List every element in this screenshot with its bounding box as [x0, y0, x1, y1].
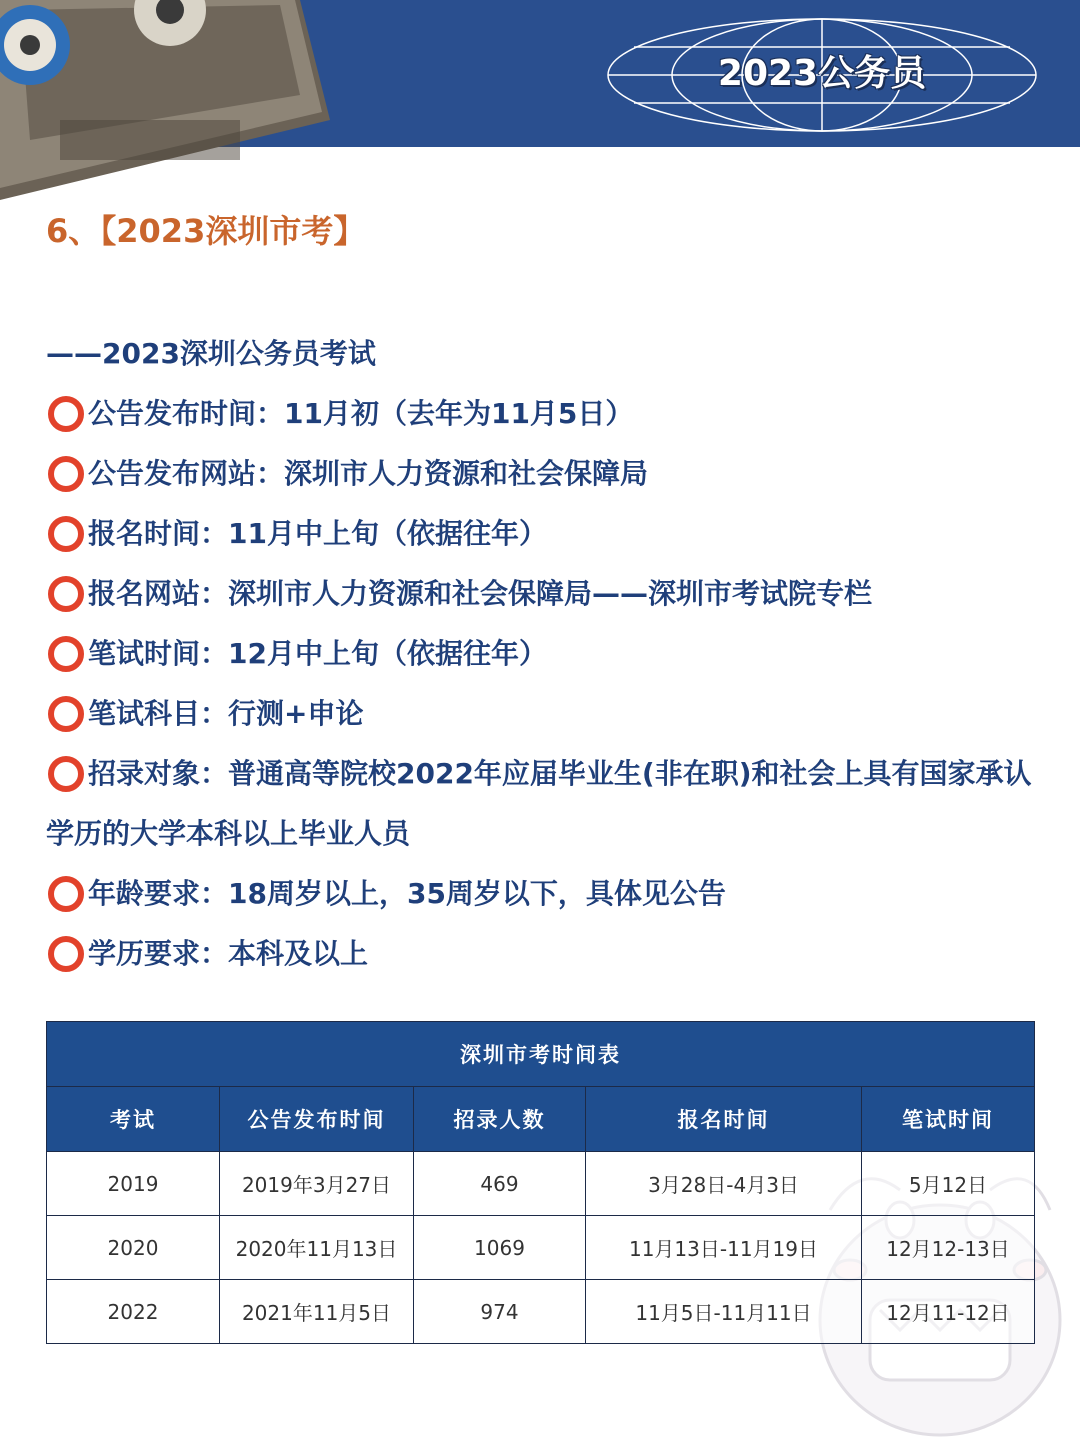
column-header-registration-period: 报名时间: [586, 1087, 862, 1152]
table-title: 深圳市考时间表: [47, 1022, 1035, 1087]
table-row: [47, 1152, 1035, 1216]
table-cell: 2020: [47, 1216, 220, 1280]
table-cell: 2019: [47, 1152, 220, 1216]
red-ring-icon: [48, 876, 84, 912]
info-age-requirement: 年龄要求：18周岁以上，35周岁以下，具体见公告: [88, 877, 726, 910]
red-ring-icon: [48, 396, 84, 432]
table-cell: 3月28日-4月3日: [586, 1152, 862, 1216]
table-cell: 974: [414, 1280, 586, 1344]
table-cell: 2020年11月13日: [220, 1216, 414, 1280]
list-item: [46, 384, 1046, 444]
table-row: [47, 1280, 1035, 1344]
table-cell: 12月11-12日: [862, 1280, 1035, 1344]
red-ring-icon: [48, 936, 84, 972]
table-cell: 1069: [414, 1216, 586, 1280]
info-registration-time: 报名时间：11月中上旬（依据往年）: [88, 517, 547, 550]
list-item: [46, 444, 1046, 504]
info-written-exam-time: 笔试时间：12月中上旬（依据往年）: [88, 637, 547, 670]
column-header-exam: 考试: [47, 1087, 220, 1152]
list-item: [46, 624, 1046, 684]
red-ring-icon: [48, 756, 84, 792]
schedule-table: [46, 1021, 1035, 1344]
column-header-announcement-date: 公告发布时间: [220, 1087, 414, 1152]
info-recruitment-target: 招录对象：普通高等院校2022年应届毕业生(非在职)和社会上具有国家承认学历的大学本科以上毕业人员: [46, 757, 1032, 850]
table-cell: 2022: [47, 1280, 220, 1344]
table-cell: 12月12-13日: [862, 1216, 1035, 1280]
column-header-exam-date: 笔试时间: [862, 1087, 1035, 1152]
table-cell: 5月12日: [862, 1152, 1035, 1216]
table-cell: 11月13日-11月19日: [586, 1216, 862, 1280]
column-header-recruit-count: 招录人数: [414, 1087, 586, 1152]
table-cell: 11月5日-11月11日: [586, 1280, 862, 1344]
exam-subtitle: ——2023深圳公务员考试: [46, 337, 376, 370]
table-cell: 469: [414, 1152, 586, 1216]
list-item: [46, 504, 1046, 564]
info-announcement-time: 公告发布时间：11月初（去年为11月5日）: [88, 397, 634, 430]
section-heading: 6、【2023深圳市考】: [46, 212, 366, 250]
cassette-tape-icon: [0, 0, 330, 200]
table-cell: 2019年3月27日: [220, 1152, 414, 1216]
info-exam-subjects: 笔试科目：行测+申论: [88, 697, 364, 730]
table-row: [47, 1216, 1035, 1280]
red-ring-icon: [48, 636, 84, 672]
list-item: [46, 744, 1046, 864]
info-registration-site: 报名网站：深圳市人力资源和社会保障局——深圳市考试院专栏: [88, 577, 873, 610]
red-ring-icon: [48, 516, 84, 552]
table-cell: 2021年11月5日: [220, 1280, 414, 1344]
list-item: [46, 924, 1046, 984]
info-list: [46, 384, 1046, 984]
red-ring-icon: [48, 456, 84, 492]
red-ring-icon: [48, 696, 84, 732]
table-header-row: [47, 1087, 1035, 1152]
banner-title: 2023公务员: [717, 53, 927, 94]
red-ring-icon: [48, 576, 84, 612]
list-item: [46, 864, 1046, 924]
list-item: [46, 564, 1046, 624]
info-announcement-site: 公告发布网站：深圳市人力资源和社会保障局: [88, 457, 649, 490]
info-education-requirement: 学历要求：本科及以上: [88, 937, 369, 970]
list-item: [46, 684, 1046, 744]
